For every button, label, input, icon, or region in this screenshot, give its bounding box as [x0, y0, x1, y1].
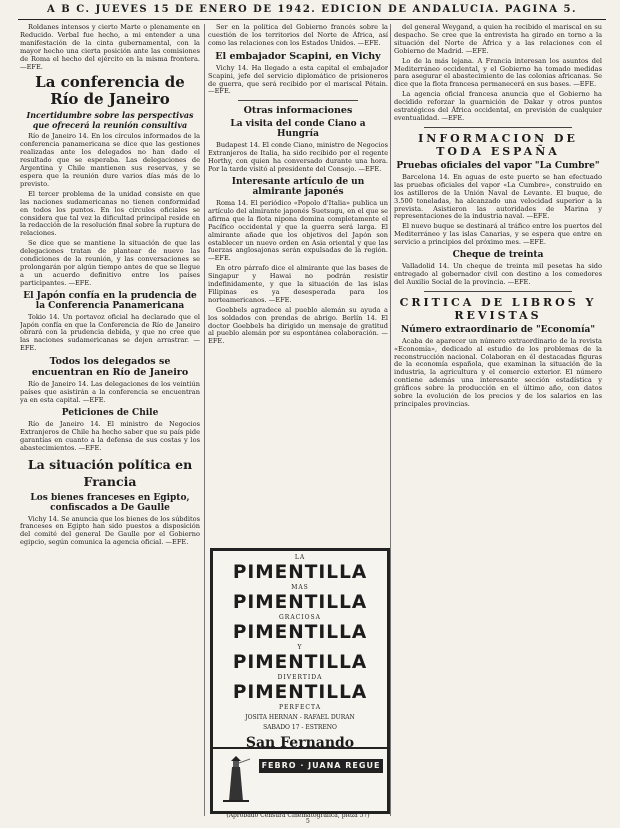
headline-other-news: Otras informaciones	[243, 105, 353, 117]
col1-paragraph-1: Río de Janeiro 14. En los círculos informados de la conferencia panamericana se dice que las gestiones realizadas ante los delegados no han dado el resultado que se esperaba. Las delegaciones de Argentina y Chile mantienen sus reservas, y se espera que la reunión dure varios días más de lo previsto.	[20, 132, 200, 188]
col1-intro: Roldanes intensos y cierto Marte o plenamente en Reducido. Verbal fue hecho, a mi entender a una manifestación de la cinta gubernamental, con la mayor hecho una cierta posición ante las comisiones de Roma el hecho del ejército en la misma frontera. —EFE.	[20, 24, 200, 71]
lighthouse-icon	[221, 755, 251, 805]
headline-ciano-hungary: La visita del conde Ciano a Hungría	[230, 119, 366, 140]
ad-theater-name: San Fernando	[245, 735, 355, 751]
col2-paragraph-1: Vichy 14. Ha llegado a esta capital el embajador Scapini, jefe del servicio diplomático de prisioneros de guerra, que será recibido por el mariscal Pétain. —EFE.	[208, 63, 388, 96]
col3-intro: del general Weygand, a quien ha recibido el mariscal en su despacho. Se cree que la entrevista ha girado en torno a la situación del Norte de África y a las relaciones con el Gobierno de Madrid. —EFE.	[394, 24, 602, 55]
section-separator-2	[424, 127, 572, 128]
pimentilla-advertisement	[210, 548, 390, 814]
headline-france-politics: La situación política en Francia	[27, 456, 193, 489]
ad-distributor-logo: FEBRO · JUANA REGUE	[259, 759, 383, 773]
section-header-critica: CRITICA DE LIBROS Y REVISTAS	[399, 295, 597, 322]
col2-paragraph-3: Roma 14. El periódico «Popolo d'Italia» publica un artículo del almirante japonés Suetsugu, en el que se afirma que la flota nipona domina completamente el Pacífico occidental y que la guerra será larga. El almirante añade que los objetivos del Japón son establecer un nuevo orden en Asia oriental y que las fuerzas anglosajonas serán expulsadas de la región. —EFE.	[208, 198, 388, 263]
column-1	[20, 24, 200, 816]
col2-paragraph-2: Budapest 14. El conde Ciano, ministro de Negocios Extranjeros de Italia, ha sido recibido por el regente Horthy, con quien ha conversado durante una hora. Por la tarde visitó al presidente del Consejo. —EFE.	[208, 141, 388, 174]
headline-delegates: Todos los delegados se encuentran en Río de Janeiro	[31, 356, 189, 379]
col2-paragraph-5: Goebbels agradece al pueblo alemán su ayuda a los soldados con prendas de abrigo. Berlín 14. El doctor Goebbels ha dirigido un mensaje de gratitud al pueblo alemán por su espontánea colaboración. —EFE.	[208, 305, 388, 346]
headline-scapini: El embajador Scapini, en Vichy	[215, 50, 381, 62]
subhead-france-politics: Los bienes franceses en Egipto, confiscados a De Gaulle	[30, 492, 190, 513]
col3-paragraph-2: La agencia oficial francesa anuncia que el Gobierno ha decidido reforzar la guarnición de Dakar y otros puntos estratégicos del África occidental, en previsión de cualquier eventualidad. —EFE.	[394, 90, 602, 122]
column-divider-1	[204, 24, 205, 816]
ad-brand-5: PIMENTILLA	[232, 682, 368, 703]
ad-footer	[213, 747, 387, 811]
ad-release-date: SABADO 17 - ESTRENO	[263, 724, 337, 731]
ad-line-la: LA	[294, 554, 306, 561]
ad-brand-3: PIMENTILLA	[232, 622, 368, 643]
headline-rio-conference: La conferencia de Río de Janeiro	[35, 73, 185, 109]
col1-paragraph-2: El tercer problema de la unidad consiste en que las naciones sudamericanas no tienen conformidad en todos los puntos. En los círculos oficiales se considera que tal vez la dificultad principal reside en la redacción de la resolución final sobre la ruptura de relaciones.	[20, 189, 200, 238]
col1-paragraph-4: Tokio 14. Un portavoz oficial ha declarado que el Japón confía en que la Conferencia de Río de Janeiro obrará con la prudencia debida, y que no cree que las naciones sudamericanas se dejen arrastrar. —EFE.	[20, 312, 200, 353]
page-number: 5	[306, 818, 310, 825]
ad-brand-2: PIMENTILLA	[232, 592, 368, 613]
col2-intro: Ser en la política del Gobierno francés sobre la cuestión de los territorios del Norte de África, así como las relaciones con los Estados Unidos. —EFE.	[208, 24, 388, 47]
ad-sub-y: Y	[297, 644, 303, 651]
col3-paragraph-4: El nuevo buque se destinará al tráfico entre los puertos del Mediterráneo y las islas Canarias, y se espera que entre en servicio a principios del próximo mes. —EFE.	[394, 222, 602, 247]
headline-economia: Número extraordinario de "Economía"	[400, 324, 596, 335]
ad-brand-4: PIMENTILLA	[232, 652, 368, 673]
ad-sub-divertida: DIVERTIDA	[277, 674, 323, 681]
ad-sub-perfecta: PERFECTA	[278, 704, 322, 711]
ad-sub-graciosa: GRACIOSA	[279, 614, 321, 621]
ad-brand-1: PIMENTILLA	[232, 562, 368, 583]
headline-japanese-admiral: Interesante artículo de un almirante japonés	[231, 176, 365, 197]
col3-paragraph-3: Barcelona 14. En aguas de este puerto se han efectuado las pruebas oficiales del vapor «La Cumbre», construido en los astilleros de la Unión Naval de Levante. El buque, de 3.500 toneladas, ha alcanzado una velocidad superior a la prevista. Asistieron las autoridades de Marina y representaciones de la industria naval. —EFE.	[394, 172, 602, 221]
header-rule	[18, 19, 606, 20]
page-header: A B C. JUEVES 15 DE ENERO DE 1942. EDICION DE ANDALUCIA. PAGINA 5.	[47, 4, 577, 15]
col3-paragraph-6: Acaba de aparecer un número extraordinario de la revista «Economía», dedicado al estudio de los problemas de la reconstrucción nacional. Colaboran en él destacadas figuras de la economía española, que examinan la situación de la industria, la agricultura y el comercio exterior. El número contiene además una interesante sección estadística y gráficos sobre la producción en el último año, con datos sobre la evolución de los precios y de los salarios en las principales provincias.	[394, 336, 602, 408]
section-separator	[238, 100, 358, 101]
headline-la-cumbre: Pruebas oficiales del vapor "La Cumbre"	[396, 160, 600, 171]
col1-paragraph-3: Se dice que se mantiene la situación de que las delegaciones tratan de plantear de nuevo las condiciones de la reunión, y las conversaciones se prolongarán por algún tiempo antes de que se llegue a un acuerdo definitivo entre los países participantes. —EFE.	[20, 239, 200, 287]
column-divider-2	[390, 24, 391, 816]
col3-paragraph-1: Lo de la más lejana. A Francia interesan los asuntos del Mediterráneo occidental, y el Gobierno ha tomado medidas para asegurar el abastecimiento de las colonias africanas. Se dice que la flota francesa permanecerá en sus bases. —EFE.	[394, 56, 602, 89]
col1-paragraph-7: Vichy 14. Se anuncia que los bienes de los súbditos franceses en Egipto han sido puestos a disposición del comité del general De Gaulle por el Gobierno egipcio, según comunica la agencia oficial. —EFE.	[20, 514, 200, 547]
subhead-rio-conference: Incertidumbre sobre las perspectivas que ofrecerá la reunión consultiva	[26, 110, 194, 130]
col1-paragraph-5: Río de Janeiro 14. Las delegaciones de los veintiún países que asistirán a la conferencia se encuentran ya en esta capital. —EFE.	[20, 380, 200, 404]
column-3	[394, 24, 602, 816]
headline-cheque: Cheque de treinta	[452, 250, 544, 261]
ad-cast-names: JOSITA HERNAN - RAFAEL DURAN	[245, 714, 355, 721]
col1-paragraph-6: Río de Janeiro 14. El ministro de Negocios Extranjeros de Chile ha hecho saber que su país pide garantías en cuanto a la defensa de sus costas y los abastecimientos. —EFE.	[20, 419, 200, 452]
col2-paragraph-4: En otro párrafo dice el almirante que las bases de Singapur y Hawai no podrán resistir indefinidamente, y que la situación de las islas Filipinas es ya desesperada para los norteamericanos. —EFE.	[208, 264, 388, 304]
ad-censorship-caption: (Aprobado Censura Cinematográfica, pieza 57)	[226, 812, 370, 819]
section-separator-3	[424, 291, 572, 292]
headline-chile: Peticiones de Chile	[61, 407, 159, 418]
section-header-spain: INFORMACION DE TODA ESPAÑA	[418, 131, 578, 158]
headline-japan-prudence: El Japón confía en la prudencia de la Conferencia Panamericana	[23, 290, 197, 311]
column-2	[208, 24, 388, 544]
col3-paragraph-5: Valladolid 14. Un cheque de treinta mil pesetas ha sido entregado al gobernador civil con destino a los comedores del Auxilio Social de la provincia. —EFE.	[394, 262, 602, 286]
ad-sub-mas: MAS	[291, 584, 309, 591]
